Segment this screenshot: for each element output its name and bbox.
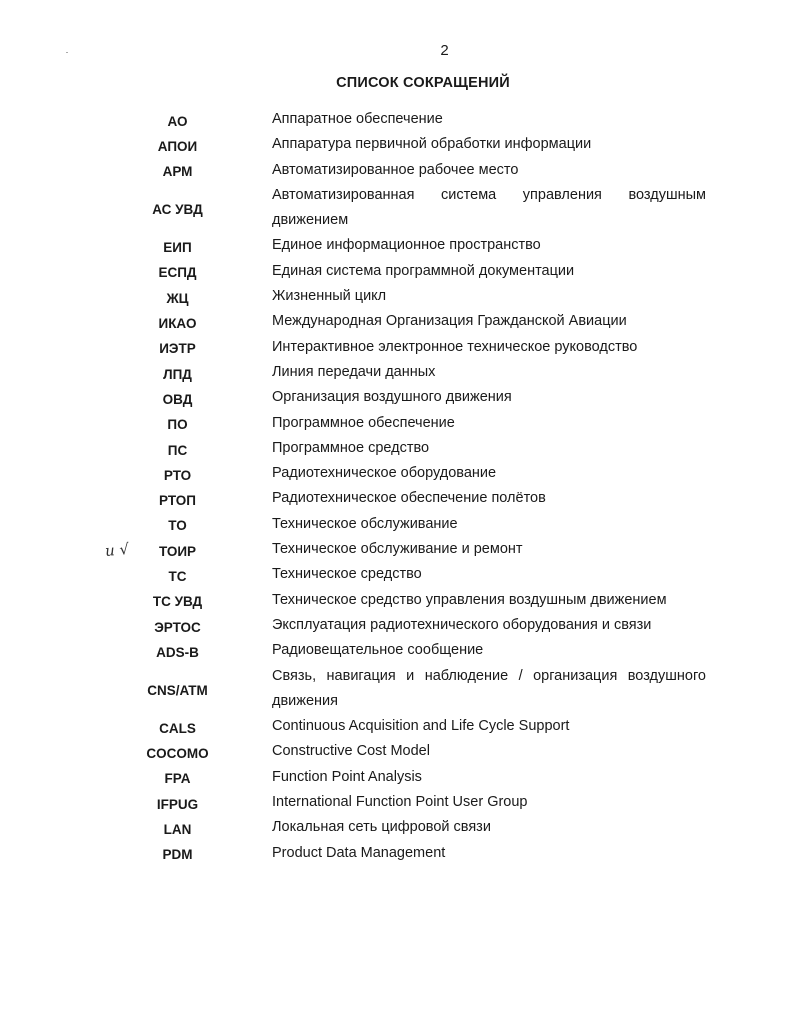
abbreviation-row	[120, 360, 710, 385]
abbreviation-definition: Автоматизированное рабочее место	[272, 161, 519, 178]
abbreviation-definition: International Function Point User Group	[272, 794, 528, 811]
abbreviation-row	[120, 613, 710, 638]
abbreviation-definition: Product Data Management	[272, 844, 446, 861]
abbreviation-definition: Техническое обслуживание	[272, 515, 458, 532]
abbreviation-term: ЭРТОС	[154, 619, 201, 635]
abbreviation-definition: Техническое средство управления воздушным движением	[272, 591, 667, 608]
abbreviation-term: ПО	[167, 417, 188, 433]
abbreviation-term: ЕИП	[163, 240, 192, 256]
abbreviation-row	[120, 739, 710, 764]
abbreviation-row	[120, 183, 710, 234]
abbreviation-term: ИКАО	[158, 316, 197, 332]
abbreviation-term: ЛПД	[163, 366, 192, 382]
abbreviation-term: ЖЦ	[166, 290, 189, 306]
abbreviation-row	[120, 588, 710, 613]
abbreviation-term: АО	[167, 113, 188, 129]
abbreviation-row	[120, 790, 710, 815]
abbreviation-row	[120, 132, 710, 157]
abbreviation-definition: Жизненный цикл	[272, 288, 387, 305]
abbreviation-term: CNS/ATM	[147, 682, 208, 698]
abbreviation-definition: Единая система программной документации	[272, 262, 575, 279]
abbreviation-row	[120, 158, 710, 183]
abbreviation-row	[120, 638, 710, 663]
abbreviation-row	[120, 537, 710, 562]
abbreviation-definition: Связь, навигация и наблюдение / организация воздушного движения	[272, 667, 706, 709]
abbreviation-term: PDM	[162, 847, 193, 863]
abbreviation-definition: Эксплуатация радиотехнического оборудования и связи	[272, 616, 652, 633]
abbreviation-row	[120, 461, 710, 486]
abbreviation-definition: Программное обеспечение	[272, 414, 455, 431]
abbreviation-definition: Continuous Acquisition and Life Cycle Support	[272, 718, 570, 735]
abbreviation-row	[120, 107, 710, 132]
abbreviation-row	[120, 436, 710, 461]
abbreviation-definition: Автоматизированная система управления воздушным движением	[272, 186, 706, 229]
abbreviation-row	[120, 562, 710, 587]
abbreviation-term: ТОИР	[158, 543, 197, 559]
abbreviation-term: РТОП	[159, 493, 196, 509]
abbreviation-row	[120, 512, 710, 537]
page-title: СПИСОК СОКРАЩЕНИЙ	[336, 75, 510, 91]
abbreviation-row	[120, 385, 710, 410]
abbreviation-term: ПС	[167, 442, 188, 458]
abbreviation-row	[120, 815, 710, 840]
abbreviation-row	[120, 411, 710, 436]
abbreviation-definition: Интерактивное электронное техническое руководство	[272, 338, 638, 355]
abbreviation-row	[120, 664, 710, 715]
abbreviation-definition: Constructive Cost Model	[272, 743, 430, 760]
abbreviation-term: ТС	[168, 568, 187, 584]
abbreviation-definition: Аппаратное обеспечение	[272, 111, 443, 127]
abbreviation-term: COCOMO	[146, 746, 209, 762]
abbreviation-term: ТС УВД	[152, 594, 203, 610]
abbreviation-definition: Техническое обслуживание и ремонт	[272, 541, 523, 558]
abbreviation-row	[120, 765, 710, 790]
abbreviation-term: АПОИ	[157, 138, 198, 154]
abbreviation-term: ТО	[168, 518, 187, 534]
abbreviation-term: АС УВД	[152, 202, 203, 218]
abbreviation-term: АРМ	[162, 164, 193, 180]
abbreviation-definition: Радиотехническое обеспечение полётов	[272, 490, 546, 507]
abbreviation-term: FPA	[164, 771, 191, 787]
abbreviation-definition: Аппаратура первичной обработки информации	[272, 136, 592, 153]
abbreviation-definition: Локальная сеть цифровой связи	[272, 819, 491, 836]
abbreviation-row	[120, 309, 710, 334]
abbreviation-term: LAN	[163, 821, 192, 837]
abbreviation-term: ИЭТР	[159, 341, 196, 357]
abbreviation-row	[120, 335, 710, 360]
page-number: 2	[440, 42, 449, 59]
abbreviation-definition: Организация воздушного движения	[272, 389, 512, 406]
abbreviation-definition: Программное средство	[272, 439, 430, 456]
abbreviation-term: РТО	[163, 467, 192, 483]
abbreviation-definition: Международная Организация Гражданской Авиации	[272, 313, 627, 330]
abbreviation-list	[120, 107, 710, 866]
abbreviation-term: ADS-B	[156, 644, 199, 660]
abbreviation-row	[120, 284, 710, 309]
abbreviation-definition: Техническое средство	[272, 566, 422, 583]
abbreviation-definition: Function Point Analysis	[272, 768, 422, 785]
handwritten-margin-mark: u √	[104, 539, 130, 561]
abbreviation-definition: Радиотехническое оборудование	[272, 465, 497, 482]
abbreviation-row	[120, 259, 710, 284]
abbreviation-row	[120, 486, 710, 511]
abbreviation-row	[120, 841, 710, 866]
abbreviation-definition: Единое информационное пространство	[272, 237, 541, 254]
abbreviation-term: ОВД	[162, 391, 193, 407]
abbreviation-row	[120, 233, 710, 258]
abbreviation-definition: Линия передачи данных	[272, 363, 436, 380]
abbreviation-term: IFPUG	[156, 796, 199, 812]
abbreviation-term: ЕСПД	[158, 265, 197, 281]
abbreviation-definition: Радиовещательное сообщение	[272, 642, 484, 659]
abbreviation-term: CALS	[159, 720, 196, 736]
abbreviation-row	[120, 714, 710, 739]
